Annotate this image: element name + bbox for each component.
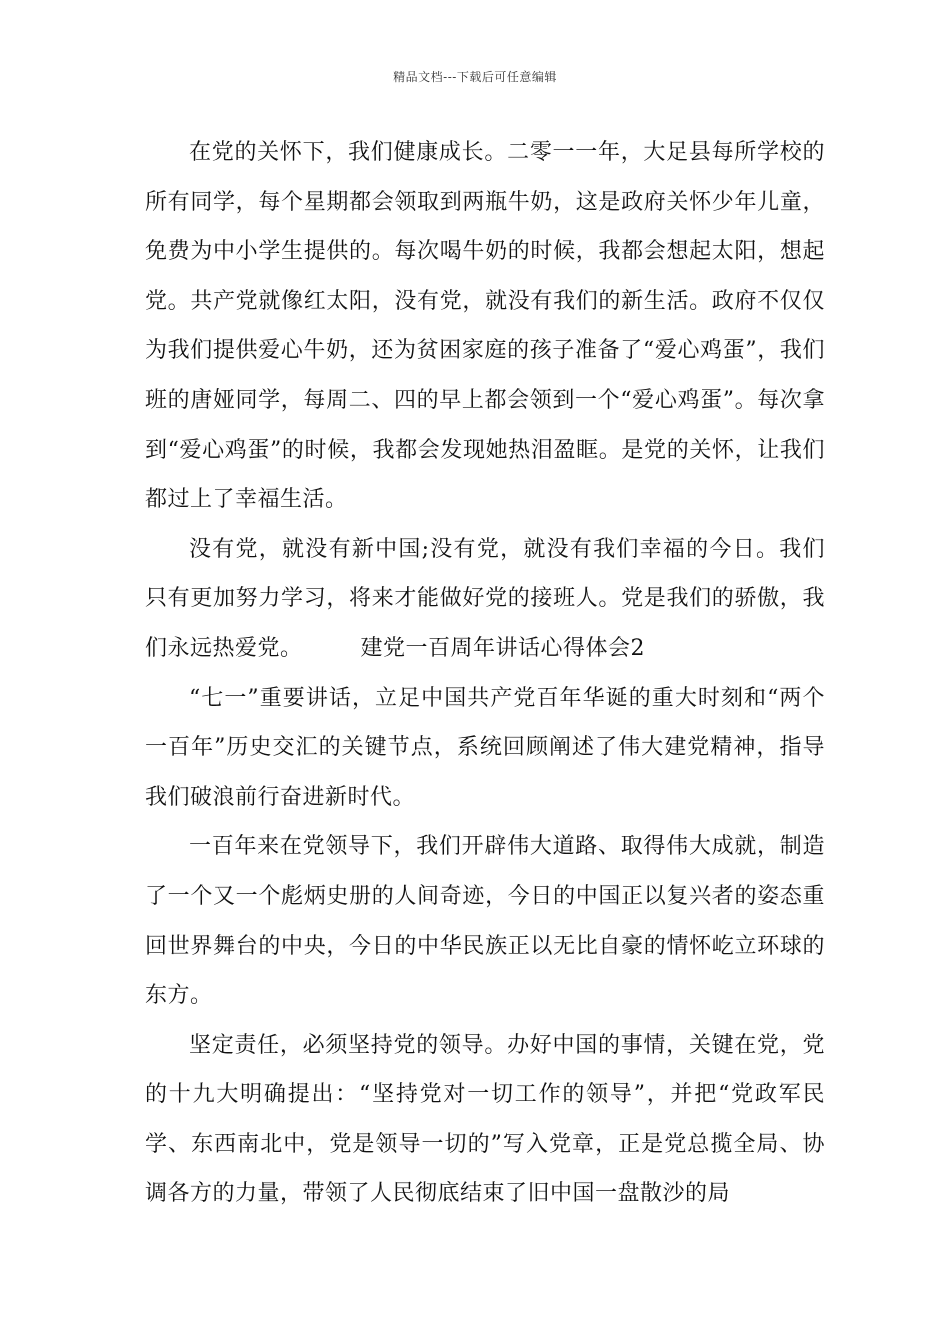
- paragraph-line: 想起党。共产党就像红太阳，没有党，就没有我们的新生活。政府: [145, 239, 825, 314]
- paragraph-2: [145, 525, 825, 674]
- paragraph-line: 造了一个又一个彪炳史册的人间奇迹，今日的中国正以复兴者的姿: [145, 834, 825, 909]
- paragraph-line: 童，免费为中小学生提供的。每次喝牛奶的时候，我都会想起太阳，: [145, 189, 825, 265]
- paragraph-line: 在党的关怀下，我们健康成长。二零一一年，大足县每所学校: [189, 140, 803, 165]
- section-heading: 建党一百周年讲话心得体会2: [360, 635, 646, 661]
- paragraph-line: 的所有同学，每个星期都会领取到两瓶牛奶，这是政府关怀少年儿: [145, 140, 825, 215]
- paragraph-line: “两个一百年”历史交汇的关键节点，系统回顾阐述了伟大建党精: [145, 685, 825, 761]
- paragraph-line: 我们永远热爱党。: [145, 586, 825, 661]
- paragraph-3: [145, 674, 825, 823]
- paragraph-line: 鸡蛋”。每次拿到“爱心鸡蛋”的时候，我都会发现她热泪盈眶。: [145, 387, 826, 463]
- paragraph-4: [145, 822, 825, 1020]
- paragraph-line: 军民学、东西南北中，党是领导一切的”写入党章，正是党总揽全: [145, 1082, 825, 1157]
- paragraph-line: 环球的东方。: [145, 933, 825, 1009]
- paragraph-line: 党的十九大明确提出：“坚持党对一切工作的领导”，并把“党政: [145, 1032, 825, 1108]
- paragraph-1: [145, 128, 825, 525]
- paragraph-line: “七一”重要讲话，立足中国共产党百年华诞的重大时刻和: [189, 685, 768, 711]
- paragraph-line: 是党的关怀，让我们都过上了幸福生活。: [145, 437, 825, 513]
- paragraph-line: 没有党，就没有新中国;没有党，就没有我们幸福的今日。我们: [189, 536, 825, 562]
- paragraph-line: 不仅仅为我们提供爱心牛奶，还为贫困家庭的孩子准备了“爱心鸡: [145, 288, 825, 364]
- document-body: [145, 128, 825, 1219]
- paragraph-line: 蛋”，我们班的唐娅同学，每周二、四的早上都会领到一个“爱心: [145, 338, 825, 413]
- paragraph-line: 态重回世界舞台的中央，今日的中华民族正以无比自豪的情怀屹立: [145, 883, 825, 959]
- paragraph-line: 一百年来在党领导下，我们开辟伟大道路、取得伟大成就，制: [189, 834, 803, 860]
- paragraph-line: 局、协调各方的力量，带领了人民彻底结束了旧中国一盘散沙的局: [145, 1131, 825, 1207]
- paragraph-5: [145, 1021, 825, 1219]
- paragraph-line: 神，指导我们破浪前行奋进新时代。: [145, 735, 825, 810]
- page-header: 精品文档---下载后可任意编辑: [393, 70, 557, 84]
- paragraph-line: 坚定责任，必须坚持党的领导。办好中国的事情，关键在党，: [189, 1032, 803, 1058]
- paragraph-line: 只有更加努力学习，将来才能做好党的接班人。党是我们的骄傲，: [145, 586, 803, 612]
